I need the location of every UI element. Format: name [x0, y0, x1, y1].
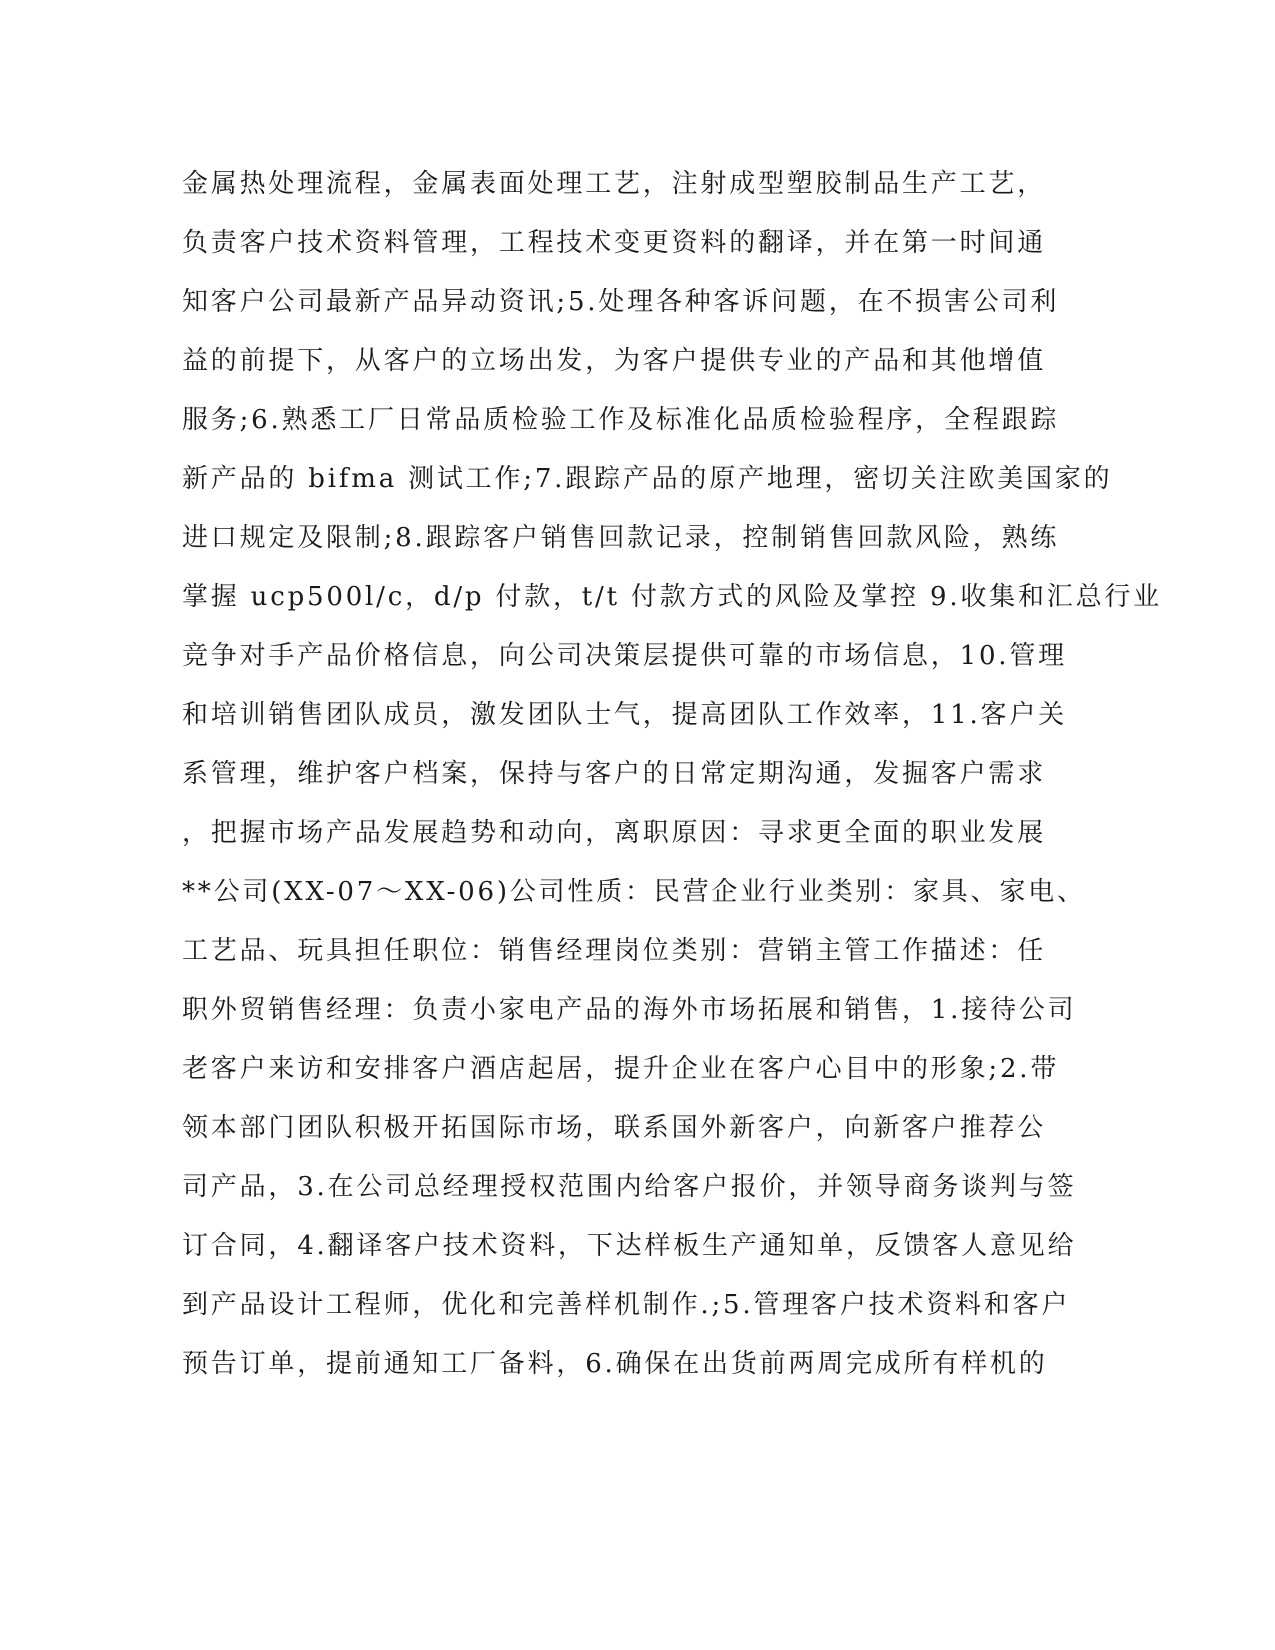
text-line: 竞争对手产品价格信息，向公司决策层提供可靠的市场信息，10.管理: [182, 641, 1067, 671]
text-line: 预告订单，提前通知工厂备料，6.确保在出货前两周完成所有样机的: [182, 1349, 1048, 1379]
text-line: 系管理，维护客户档案，保持与客户的日常定期沟通，发掘客户需求: [182, 759, 1047, 789]
text-line: 新产品的 bifma 测试工作;7.跟踪产品的原产地理，密切关注欧美国家的: [182, 464, 1113, 494]
text-line: 司产品，3.在公司总经理授权范围内给客户报价，并领导商务谈判与签: [182, 1172, 1077, 1202]
text-line: 益的前提下，从客户的立场出发，为客户提供专业的产品和其他增值: [182, 346, 1047, 376]
text-line: **公司(XX-07～XX-06)公司性质：民营企业行业类别：家具、家电、: [182, 877, 1086, 907]
text-line: ，把握市场产品发展趋势和动向，离职原因：寻求更全面的职业发展: [182, 818, 1047, 848]
text-line: 负责客户技术资料管理，工程技术变更资料的翻译，并在第一时间通: [182, 228, 1047, 258]
text-line: 工艺品、玩具担任职位：销售经理岗位类别：营销主管工作描述：任: [182, 936, 1047, 966]
text-line: 服务;6.熟悉工厂日常品质检验工作及标准化品质检验程序，全程跟踪: [182, 405, 1060, 435]
text-line: 职外贸销售经理：负责小家电产品的海外市场拓展和销售，1.接待公司: [182, 995, 1077, 1025]
text-line: 进口规定及限制;8.跟踪客户销售回款记录，控制销售回款风险，熟练: [182, 523, 1060, 553]
text-line: 订合同，4.翻译客户技术资料，下达样板生产通知单，反馈客人意见给: [182, 1231, 1077, 1261]
text-line: 掌握 ucp500l/c，d/p 付款，t/t 付款方式的风险及掌控 9.收集和汇总行业: [182, 582, 1162, 612]
text-line: 到产品设计工程师，优化和完善样机制作.;5.管理客户技术资料和客户: [182, 1290, 1071, 1320]
text-line: 和培训销售团队成员，激发团队士气，提高团队工作效率，11.客户关: [182, 700, 1067, 730]
text-line: 老客户来访和安排客户酒店起居，提升企业在客户心目中的形象;2.带: [182, 1054, 1060, 1084]
text-line: 知客户公司最新产品异动资讯;5.处理各种客诉问题，在不损害公司利: [182, 287, 1060, 317]
body-text: [182, 158, 1162, 1397]
text-line: 领本部门团队积极开拓国际市场，联系国外新客户，向新客户推荐公: [182, 1113, 1047, 1143]
text-line: 金属热处理流程，金属表面处理工艺，注射成型塑胶制品生产工艺，: [182, 169, 1047, 199]
